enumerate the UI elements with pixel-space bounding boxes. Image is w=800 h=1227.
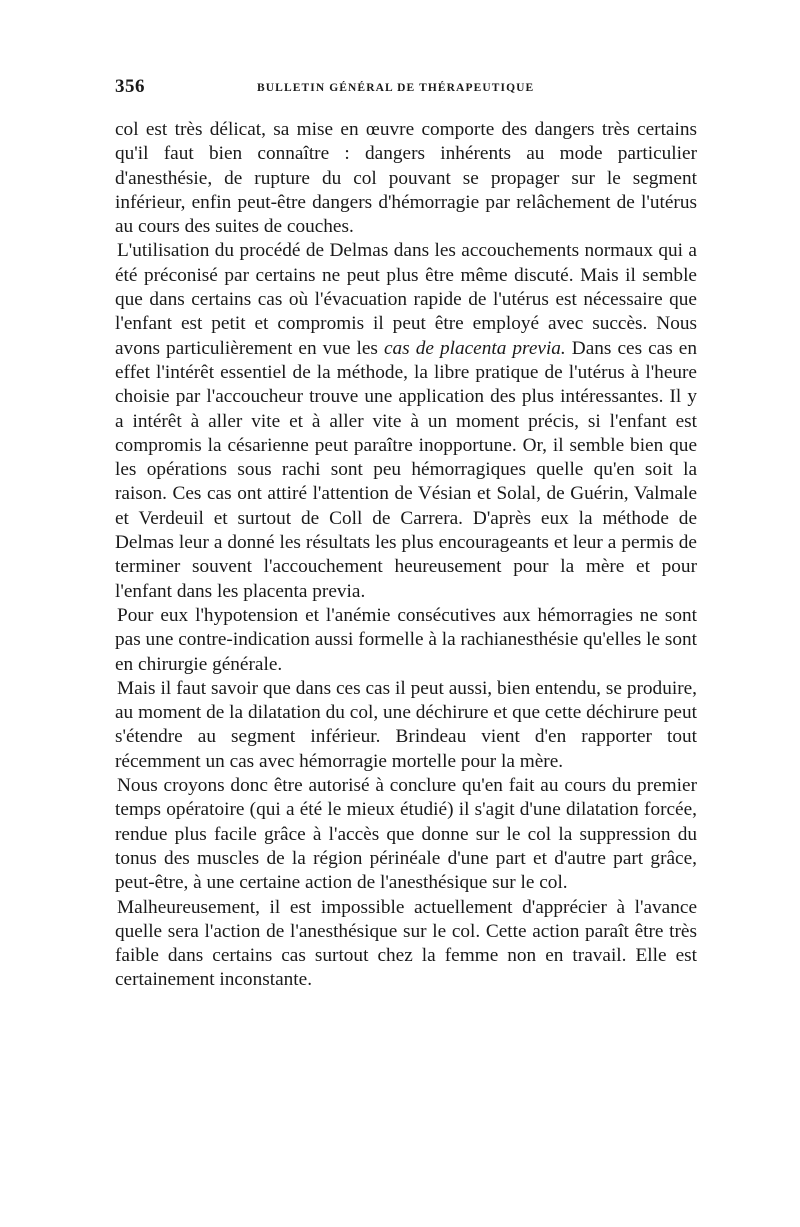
page-header bbox=[115, 76, 697, 100]
body-text bbox=[115, 118, 697, 993]
paragraph-3: Pour eux l'hypotension et l'anémie consécutives aux hémorragies ne sont pas une contre-indication aussi formelle à la rachianesthésie qu'elles le sont en chirurgie générale. bbox=[115, 604, 697, 675]
running-title: BULLETIN GÉNÉRAL DE THÉRAPEUTIQUE bbox=[257, 82, 535, 94]
paragraph-2-part-2: Dans ces cas en effet l'intérêt essentiel de la méthode, la libre pratique de l'utérus à l'heure choisie par l'accoucheur trouve une application des plus intéressantes. Il y a intérêt à aller vite et à aller vite à un moment précis, si l'enfant est compromis la césarienne peut paraître inopportune. Or, il semble bien que les opérations sous rachi sont peu hémorragiques quelle qu'en soit la raison. Ces cas ont attiré l'attention de Vésian et Solal, de Guérin, Valmale et Verdeuil et surtout de Coll de Carrera. D'après eux la méthode de Delmas leur a donné les résultats les plus encourageants et leur a permis de terminer souvent l'accouchement heureusement pour la mère et pour l'enfant dans les placenta previa. bbox=[115, 337, 697, 602]
paragraph-2 bbox=[115, 239, 697, 603]
paragraph-6: Malheureusement, il est impossible actuellement d'apprécier à l'avance quelle sera l'action de l'anesthésique sur le col. Cette action paraît être très faible dans certains cas surtout chez la femme non en travail. Elle est certainement inconstante. bbox=[115, 896, 697, 991]
paragraph-2-italic: cas de placenta previa. bbox=[383, 337, 566, 359]
paragraph-1: col est très délicat, sa mise en œuvre comporte des dangers très certains qu'il faut bien connaître : dangers inhérents au mode particulier d'anesthésie, de rupture du col pouvant se propager sur le segment inférieur, enfin peut-être dangers d'hémorragie par relâchement de l'utérus au cours des suites de couches. bbox=[115, 119, 697, 238]
paragraph-4: Mais il faut savoir que dans ces cas il peut aussi, bien entendu, se produire, au moment de la dilatation du col, une déchirure et que cette déchirure peut s'étendre au segment inférieur. Brindeau vient d'en rapporter tout récemment un cas avec hémorragie mortelle pour la mère. bbox=[115, 677, 697, 772]
paragraph-2-part-1: L'utilisation du procédé de Delmas dans les accouchements normaux qui a été préconisé par certains ne peut plus être même discuté. Mais il semble que dans certains cas où l'évacuation rapide de l'utérus est nécessaire que l'enfant est petit et compromis il peut être employé avec succès. Nous avons particulièrement en vue les bbox=[115, 240, 697, 359]
paragraph-5: Nous croyons donc être autorisé à conclure qu'en fait au cours du premier temps opératoire (qui a été le mieux étudié) il s'agit d'une dilatation forcée, rendue plus facile grâce à l'accès que donne sur le col la suppression du tonus des muscles de la région périnéale d'une part et d'autre part grâce, peut-être, à une certaine action de l'anesthésique sur le col. bbox=[115, 775, 697, 894]
page-number: 356 bbox=[115, 76, 145, 97]
